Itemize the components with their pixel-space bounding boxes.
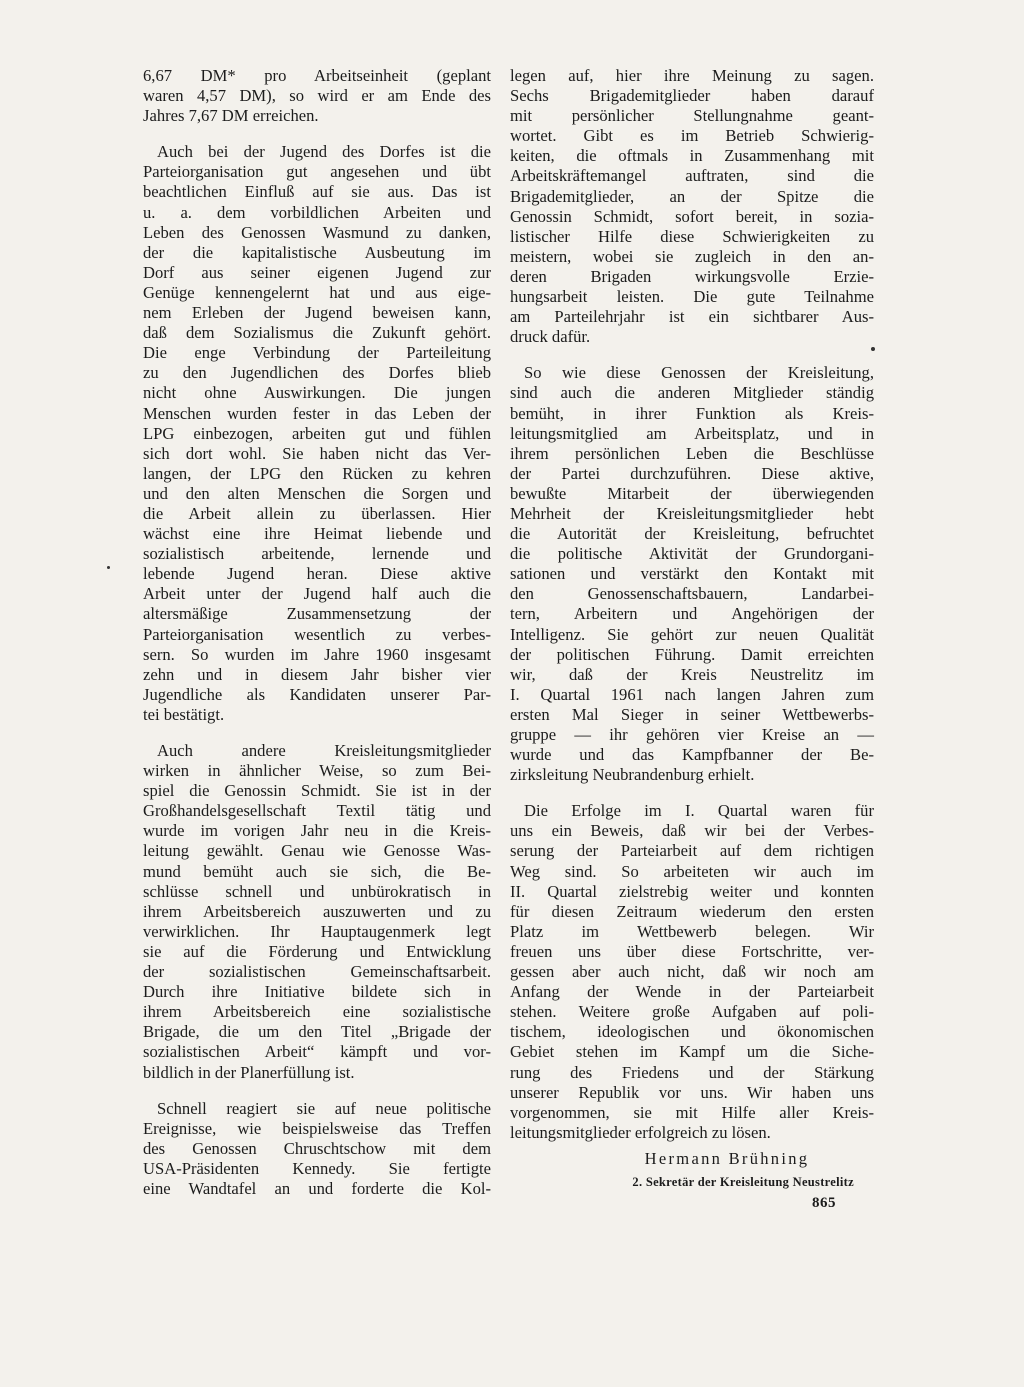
text-line: die Arbeit allein zu überlassen. Hier — [143, 503, 491, 523]
text-line: nem Erleben der Jugend beweisen kann, — [143, 303, 491, 323]
text-line: u. a. dem vorbildlichen Arbeiten und — [143, 202, 491, 222]
right-column-paragraph — [510, 363, 874, 785]
text-line: der die kapitalistische Ausbeutung im — [143, 242, 491, 262]
text-line: wächst eine ihre Heimat liebende und — [143, 524, 491, 544]
text-line: daß dem Sozialismus die Zukunft gehört. — [143, 323, 491, 343]
text-line: bemüht, in ihrer Funktion als Kreis- — [510, 403, 874, 423]
text-line: Menschen wurden fester in das Leben der — [143, 403, 491, 423]
text-line: II. Quartal zielstrebig weiter und konnten — [510, 881, 874, 901]
text-line: Brigademitglieder, an der Spitze die — [510, 186, 874, 206]
text-line: schlüsse schnell und unbürokratisch in — [143, 881, 491, 901]
left-text-column — [143, 66, 491, 1199]
text-line: nicht ohne Auswirkungen. Die jungen — [143, 383, 491, 403]
text-line: wurde und das Kampfbanner der Be- — [510, 745, 874, 765]
text-line: altersmäßige Zusammensetzung der — [143, 604, 491, 624]
text-line: tischem, ideologischen und ökonomischen — [510, 1022, 874, 1042]
text-line: die Autorität der Kreisleitung, befruchtet — [510, 524, 874, 544]
text-line: Parteiorganisation wesentlich zu verbes- — [143, 624, 491, 644]
text-line: der Partei durchzuführen. Diese aktive, — [510, 463, 874, 483]
text-line: USA-Präsidenten Kennedy. Sie fertigte — [143, 1158, 491, 1178]
text-line: LPG einbezogen, arbeiten gut und fühlen — [143, 423, 491, 443]
text-line: freuen uns über diese Fortschritte, ver- — [510, 941, 874, 961]
left-column-paragraph — [143, 142, 491, 725]
text-line: serung der Parteiarbeit auf dem richtigen — [510, 841, 874, 861]
text-line: lebende Jugend heran. Diese aktive — [143, 564, 491, 584]
text-line: langen, der LPG den Rücken zu kehren — [143, 463, 491, 483]
text-line: tern, Arbeitern und Angehörigen der — [510, 604, 874, 624]
text-line: I. Quartal 1961 nach langen Jahren zum — [510, 684, 874, 704]
text-line: leitungsmitglied am Arbeitsplatz, und in — [510, 423, 874, 443]
text-line: spiel die Genossin Schmidt. Sie ist in der — [143, 781, 491, 801]
text-line: Gebiet stehen im Kampf um die Siche- — [510, 1042, 874, 1062]
text-line: So wie diese Genossen der Kreisleitung, — [524, 363, 874, 383]
text-line: zu den Jugendlichen des Dorfes blieb — [143, 363, 491, 383]
text-line: deren Brigaden wirkungsvolle Erzie- — [510, 266, 874, 286]
right-column-paragraph — [510, 66, 874, 347]
text-line: Jugendliche als Kandidaten unserer Par- — [143, 684, 491, 704]
text-line: Mehrheit der Kreisleitungsmitglieder hebt — [510, 503, 874, 523]
text-line: Weg sind. So arbeiteten wir auch im — [510, 861, 874, 881]
text-line: sozialistischen Arbeit“ kämpft und vor- — [143, 1042, 491, 1062]
text-line: mund bemüht auch sie sich, die Be- — [143, 861, 491, 881]
text-line: 6,67 DM* pro Arbeitseinheit (geplant — [143, 66, 491, 85]
text-line: wortet. Gibt es im Betrieb Schwierig- — [510, 126, 874, 146]
ink-speck — [871, 347, 875, 351]
text-line: Genüge kennengelernt hat und aus eige- — [143, 282, 491, 302]
text-line: für diesen Zeitraum wiederum den ersten — [510, 901, 874, 921]
text-line: bewußte Mitarbeit der überwiegenden — [510, 483, 874, 503]
text-line: sern. So wurden im Jahre 1960 insgesamt — [143, 644, 491, 664]
text-line: rung des Friedens und der Stärkung — [510, 1062, 874, 1082]
text-line: Genossin Schmidt, sofort bereit, in sozia- — [510, 206, 874, 226]
text-line: Schnell reagiert sie auf neue politische — [157, 1098, 491, 1118]
text-line: keiten, die oftmals in Zusammenhang mit — [510, 146, 874, 166]
text-line: Ereignisse, wie beispielsweise das Treffen — [143, 1118, 491, 1138]
text-line: wurde im vorigen Jahr neu in die Kreis- — [143, 821, 491, 841]
text-line: hungsarbeit leisten. Die gute Teilnahme — [510, 287, 874, 307]
right-text-column — [510, 66, 874, 1143]
text-line: sationen und verstärkt den Kontakt mit — [510, 564, 874, 584]
left-column-paragraph — [143, 1099, 491, 1199]
text-line: Auch andere Kreisleitungsmitglieder — [157, 741, 491, 760]
page-number: 865 — [812, 1195, 836, 1211]
text-line: unserer Republik vor uns. Wir haben uns — [510, 1082, 874, 1102]
text-line: druck dafür. — [510, 327, 591, 347]
text-line: tei bestätigt. — [143, 704, 225, 724]
text-line: Jahres 7,67 DM erreichen. — [143, 106, 319, 126]
text-line: Die enge Verbindung der Parteileitung — [143, 343, 491, 363]
text-line: stehen. Weitere große Aufgaben auf poli- — [510, 1002, 874, 1022]
right-column-paragraph — [510, 801, 874, 1143]
text-line: am Parteilehrjahr ist ein sichtbarer Aus- — [510, 307, 874, 327]
text-line: gruppe — ihr gehören vier Kreise an — — [510, 725, 874, 744]
text-line: legen auf, hier ihre Meinung zu sagen. — [510, 66, 874, 85]
text-line: sie auf die Förderung und Entwicklung — [143, 941, 491, 961]
text-line: zirksleitung Neubrandenburg erhielt. — [510, 765, 755, 785]
text-line: bildlich in der Planerfüllung ist. — [143, 1062, 355, 1082]
text-line: ihrem Arbeitsbereich auszuwerten und zu — [143, 901, 491, 921]
text-line: und den alten Menschen die Sorgen und — [143, 483, 491, 503]
ink-speck — [107, 566, 110, 569]
text-line: listischer Hilfe diese Schwierigkeiten zu — [510, 226, 874, 246]
text-line: Intelligenz. Sie gehört zur neuen Qualität — [510, 624, 874, 644]
text-line: ihrem persönlichen Leben die Beschlüsse — [510, 443, 874, 463]
text-line: der sozialistischen Gemeinschaftsarbeit. — [143, 962, 491, 982]
text-line: Arbeit unter der Jugend half auch die — [143, 584, 491, 604]
text-line: leitung gewählt. Genau wie Genosse Was- — [143, 841, 491, 861]
text-line: Leben des Genossen Wasmund zu danken, — [143, 222, 491, 242]
text-line: wirken in ähnlicher Weise, so zum Bei- — [143, 761, 491, 781]
text-line: eine Wandtafel an und forderte die Kol- — [143, 1178, 491, 1198]
author-name: Hermann Brühning — [644, 1149, 810, 1168]
text-line: ersten Mal Sieger in seiner Wettbewerbs- — [510, 704, 874, 724]
text-line: sind auch die anderen Mitglieder ständig — [510, 383, 874, 403]
text-line: Dorf aus seiner eigenen Jugend zur — [143, 262, 491, 282]
text-line: vorgenommen, sie mit Hilfe aller Kreis- — [510, 1102, 874, 1122]
author-title: 2. Sekretär der Kreisleitung Neustrelitz — [632, 1175, 854, 1189]
text-line: Durch ihre Initiative bildete sich in — [143, 982, 491, 1002]
text-line: sich dort wohl. Sie haben nicht das Ver- — [143, 443, 491, 463]
text-line: beachtlichen Einfluß auf sie aus. Das ist — [143, 182, 491, 202]
text-line: des Genossen Chruschtschow mit dem — [143, 1138, 491, 1158]
text-line: meistern, wobei sie zugleich in den an- — [510, 246, 874, 266]
text-line: ihrem Arbeitsbereich eine sozialistische — [143, 1002, 491, 1022]
text-line: zehn und in diesem Jahr bisher vier — [143, 664, 491, 684]
text-line: Arbeitskräftemangel auftraten, sind die — [510, 166, 874, 186]
text-line: Auch bei der Jugend des Dorfes ist die — [157, 142, 491, 162]
text-line: uns ein Beweis, daß wir bei der Verbes- — [510, 821, 874, 841]
text-line: mit persönlicher Stellungnahme geant- — [510, 106, 874, 126]
text-line: der politischen Führung. Damit erreichten — [510, 644, 874, 664]
text-line: sozialistisch arbeitende, lernende und — [143, 544, 491, 564]
text-line: die politische Aktivität der Grundorgani- — [510, 544, 874, 564]
signature-block — [510, 1148, 874, 1192]
text-line: gessen aber auch nicht, daß wir noch am — [510, 962, 874, 982]
text-line: Die Erfolge im I. Quartal waren für — [524, 801, 874, 821]
text-line: verwirklichen. Ihr Hauptaugenmerk legt — [143, 921, 491, 941]
text-line: Großhandelsgesellschaft Textil tätig und — [143, 801, 491, 821]
text-line: wir, daß der Kreis Neustrelitz im — [510, 664, 874, 684]
text-line: waren 4,57 DM), so wird er am Ende des — [143, 86, 491, 106]
text-line: Anfang der Wende in der Parteiarbeit — [510, 982, 874, 1002]
text-line: Brigade, die um den Titel „Brigade der — [143, 1022, 491, 1042]
text-line: Platz im Wettbewerb belegen. Wir — [510, 921, 874, 941]
text-line: Parteiorganisation gut angesehen und übt — [143, 162, 491, 182]
left-column-paragraph — [143, 66, 491, 126]
left-column-paragraph — [143, 741, 491, 1083]
text-line: den Genossenschaftsbauern, Landarbei- — [510, 584, 874, 604]
text-line: leitungsmitglieder erfolgreich zu lösen. — [510, 1122, 771, 1142]
text-line: Sechs Brigademitglieder haben darauf — [510, 86, 874, 106]
